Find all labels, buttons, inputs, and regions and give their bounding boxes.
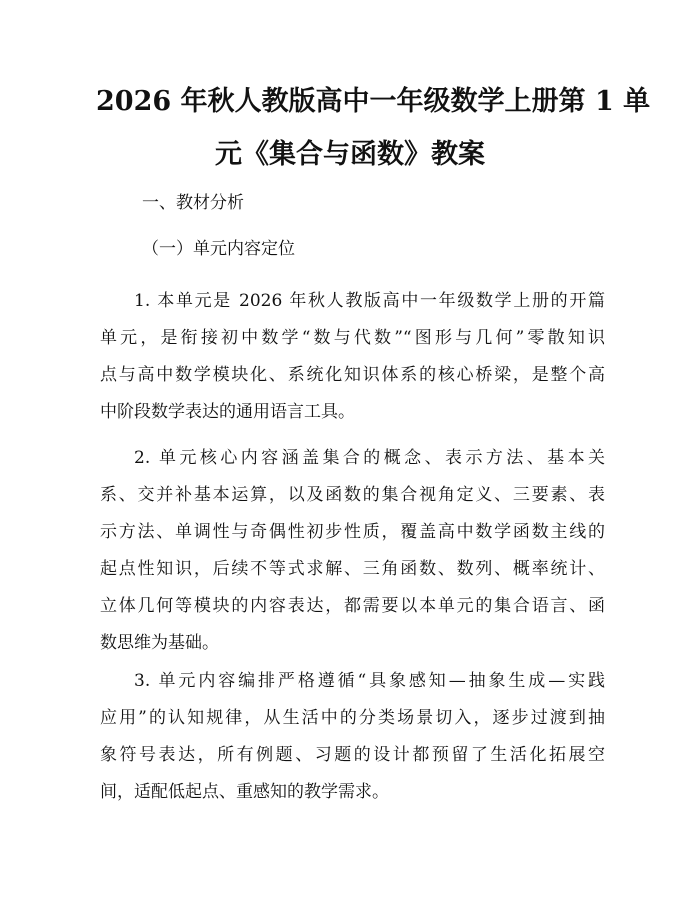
paragraph-line: 单元，是衔接初中数学“数与代数”“图形与几何”零散知识	[100, 328, 605, 348]
subsection-heading-unit-positioning: （一）单元内容定位	[142, 239, 295, 259]
paragraph-line: 应用”的认知规律，从生活中的分类场景切入，逐步过渡到抽	[100, 708, 605, 728]
paragraph-line: 1. 本单元是 2026 年秋人教版高中一年级数学上册的开篇	[134, 291, 605, 311]
paragraph-line: 3. 单元内容编排严格遵循“具象感知—抽象生成—实践	[134, 671, 605, 691]
paragraph-line: 象符号表达，所有例题、习题的设计都预留了生活化拓展空	[100, 745, 605, 765]
paragraph-line: 数思维为基础。	[100, 633, 219, 653]
paragraph-line: 示方法、单调性与奇偶性初步性质，覆盖高中数学函数主线的	[100, 522, 605, 542]
paragraph-line: 2. 单元核心内容涵盖集合的概念、表示方法、基本关	[134, 448, 605, 468]
paragraph-line: 立体几何等模块的内容表达，都需要以本单元的集合语言、函	[100, 596, 605, 616]
document-title-line-2: 元《集合与函数》教案	[215, 139, 485, 170]
paragraph-line: 点与高中数学模块化、系统化知识体系的核心桥梁，是整个高	[100, 365, 605, 385]
paragraph-2	[100, 440, 605, 662]
paragraph-1	[100, 283, 605, 431]
paragraph-line: 间，适配低起点、重感知的教学需求。	[100, 782, 389, 802]
document-title-line-1: 2026 年秋人教版高中一年级数学上册第 1 单	[96, 86, 651, 117]
section-heading-textbook-analysis: 一、教材分析	[142, 193, 244, 213]
paragraph-line: 起点性知识，后续不等式求解、三角函数、数列、概率统计、	[100, 559, 605, 579]
paragraph-line: 系、交并补基本运算，以及函数的集合视角定义、三要素、表	[100, 485, 605, 505]
paragraph-3	[100, 663, 605, 811]
paragraph-line: 中阶段数学表达的通用语言工具。	[100, 402, 355, 422]
